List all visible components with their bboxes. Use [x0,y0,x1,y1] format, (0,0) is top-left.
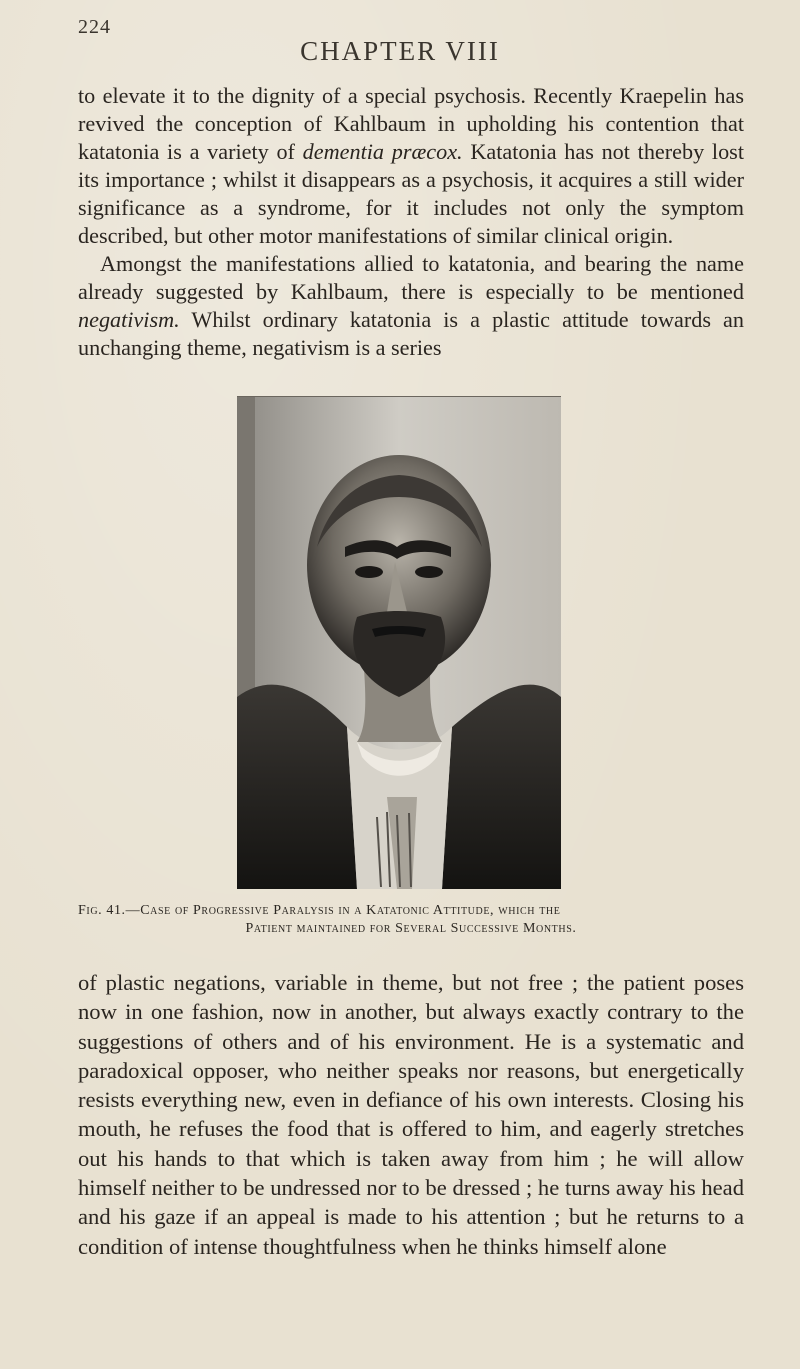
paragraph-1-text-a: to elevate it to the dignity of a special psychosis. Recently Kraepelin has revived the conception of Kahlbaum in upholding his contention that katatonia is a variety of [78,83,744,164]
paragraph-3: of plastic negations, variable in theme, but not free ; the patient poses now in one fashion, now in another, but always exactly contrary to the suggestions of others and of his environment. He is a systematic and paradoxical opposer, who neither speaks nor reasons, but energetically resists everything new, even in defiance of his own interests. Closing his mouth, he refuses the food that is offered to him, and eagerly stretches out his hands to that which is taken away from him ; he will allow himself neither to be undressed nor to be dressed ; he turns away his head and his gaze if an appeal is made to his attention ; but he returns to a condition of intense thoughtfulness when he thinks himself alone [78,970,744,1259]
paragraph-1-emphasis: dementia præcox. [302,139,463,164]
paragraph-1 [78,82,744,250]
paragraph-2 [78,250,744,362]
running-head [0,8,800,66]
paragraph-2-text-a: Amongst the manifestations allied to katatonia, and bearing the name already suggested by Kahlbaum, there is especially to be mentioned [78,251,744,304]
figure-photograph [237,396,561,889]
page-number: 224 [78,16,111,38]
chapter-title: CHAPTER VIII [300,36,500,66]
paragraph-2-emphasis: negativism. [78,307,180,332]
figure-caption-line-2: Patient maintained for Several Successive Months. [245,921,577,936]
patient-photograph [237,397,561,889]
paragraph-2-text-b: Whilst ordinary katatonia is a plastic attitude towards an unchanging theme, negativism is a series [78,307,744,360]
figure-caption-line-1: Fig. 41.—Case of Progressive Paralysis in a Katatonic Attitude, which the [78,903,561,918]
figure-caption [78,902,744,938]
paragraph-1-text-b: Katatonia has not thereby lost its importance ; whilst it disappears as a psychosis, it acquires a still wider significance as a syndrome, for it includes not only the symptom described, but other motor manifestations of similar clinical origin. [78,139,744,248]
